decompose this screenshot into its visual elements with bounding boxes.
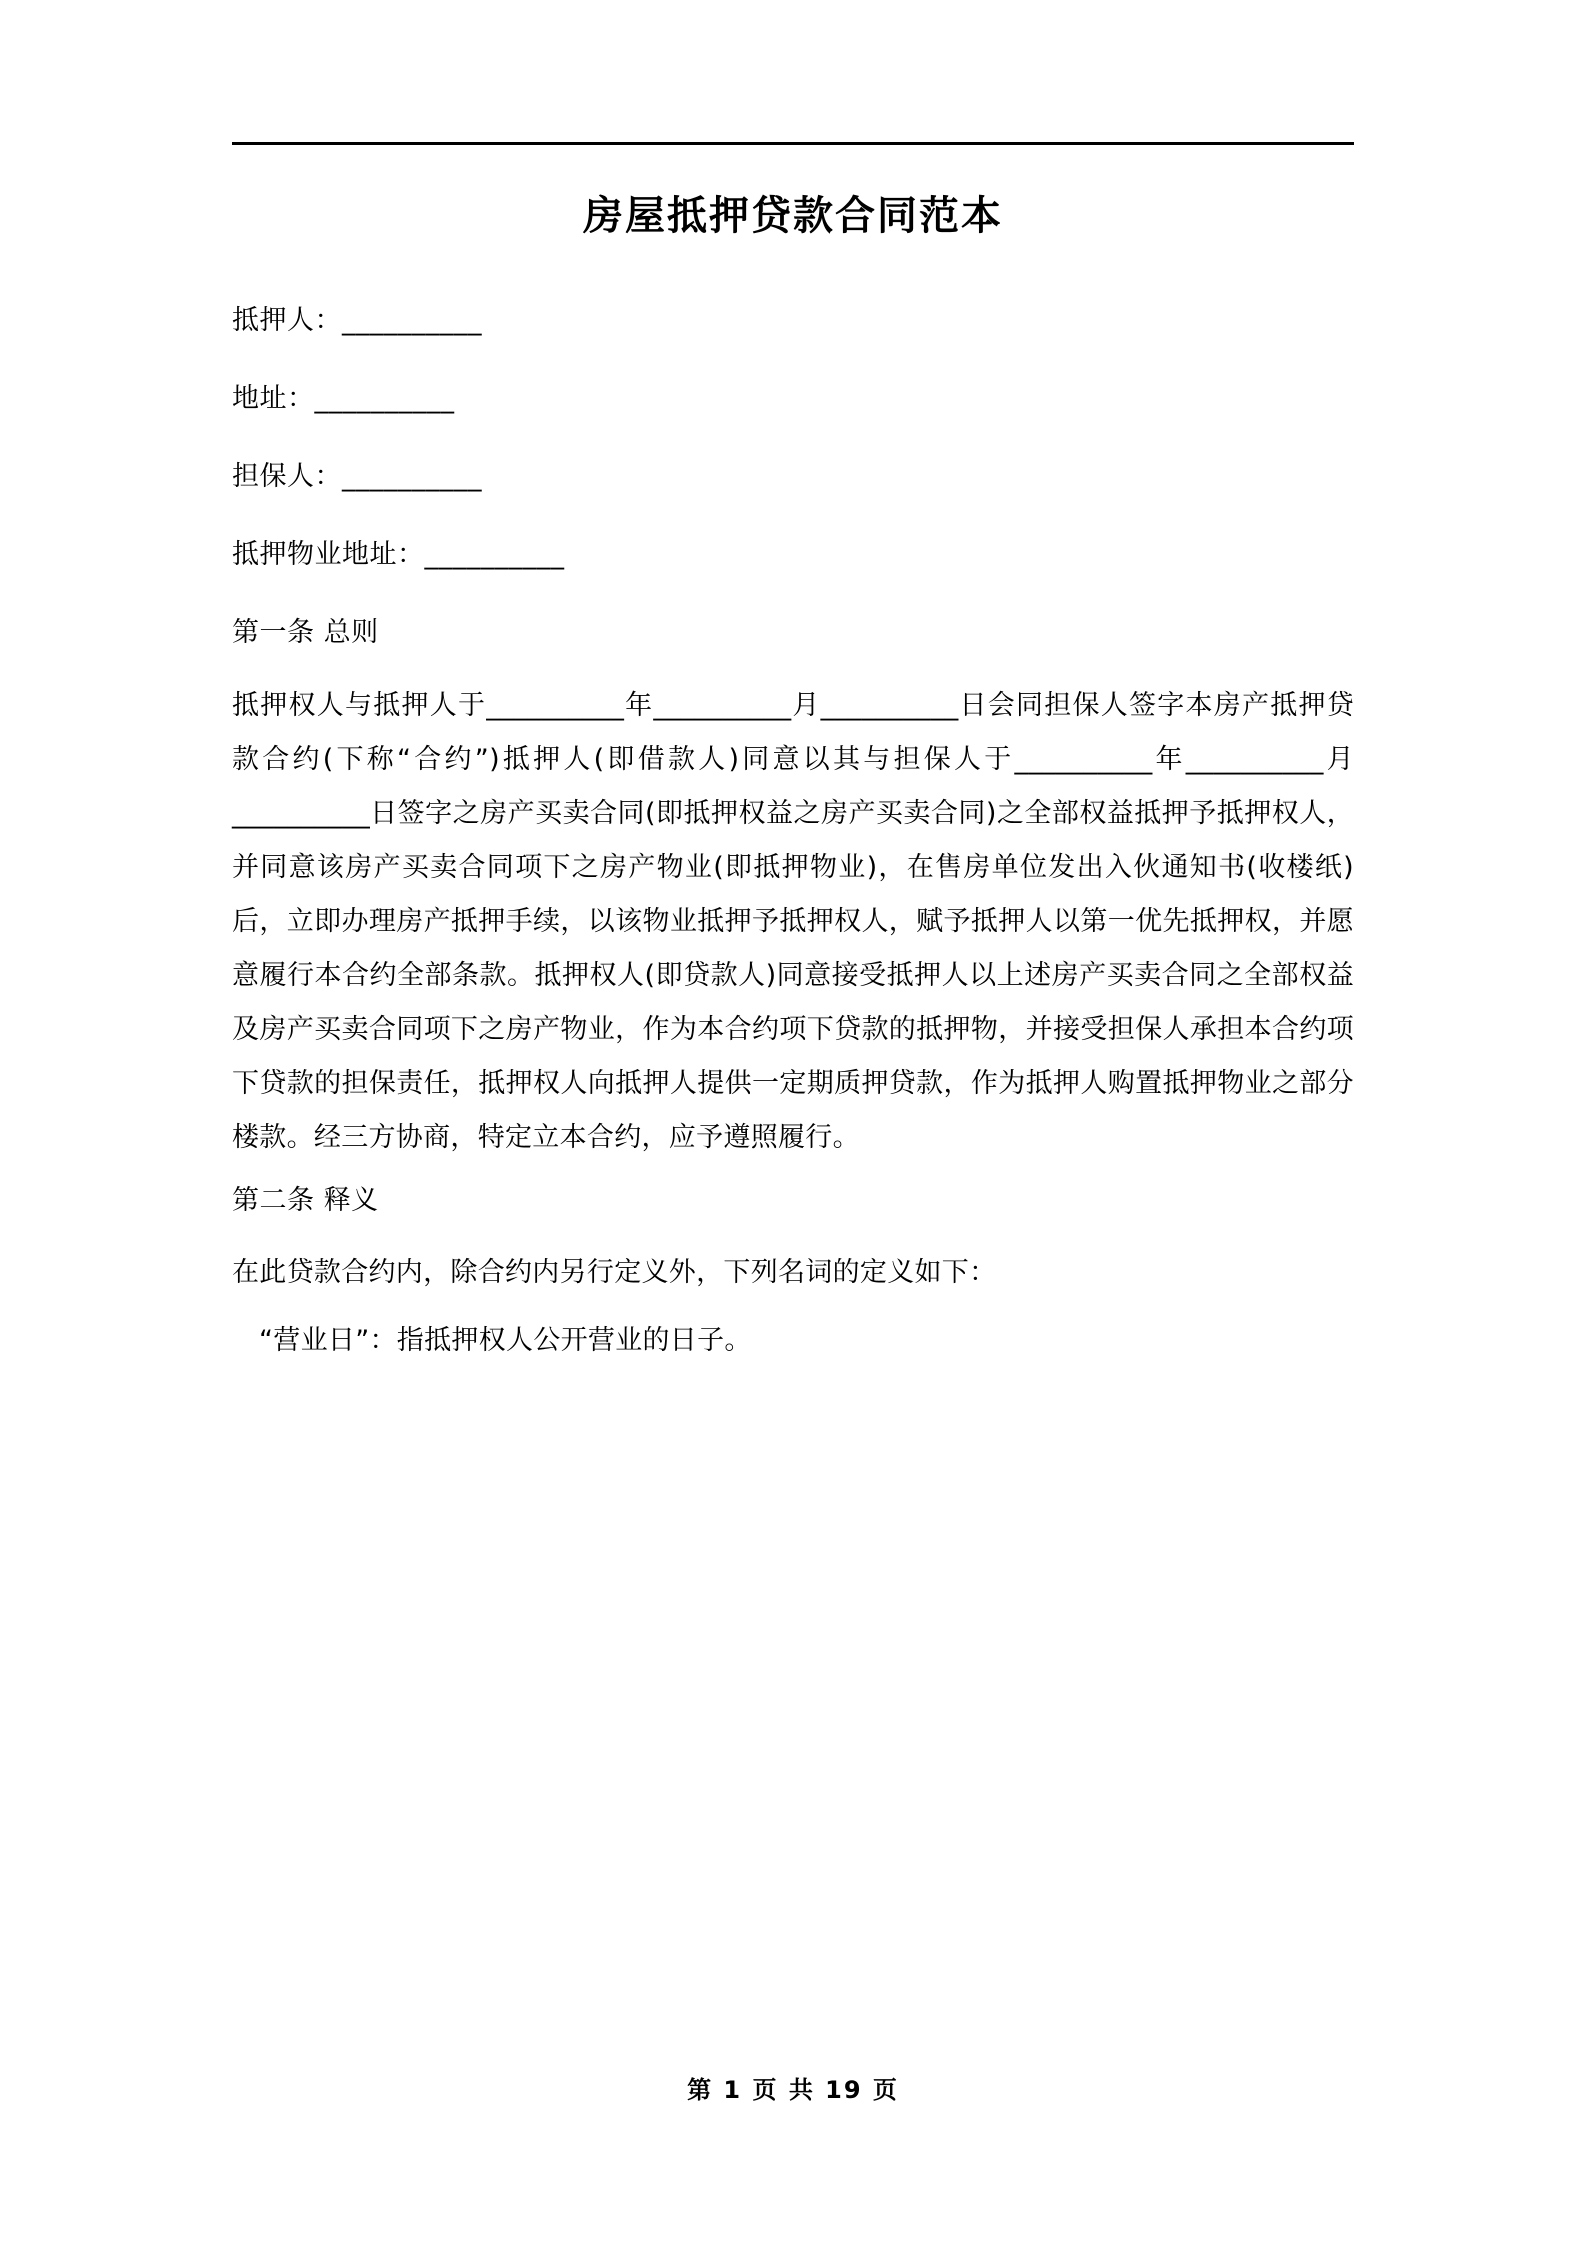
header-rule bbox=[232, 142, 1354, 145]
clause-2-item-1: “营业日”：指抵押权人公开营业的日子。 bbox=[259, 1324, 752, 1356]
field-guarantor: 担保人：__________ bbox=[232, 460, 482, 492]
clause-2-heading: 第二条 释义 bbox=[232, 1184, 379, 1216]
field-address: 地址：__________ bbox=[232, 382, 455, 414]
page-footer: 第 1 页 共 19 页 bbox=[687, 2076, 899, 2104]
field-mortgagor: 抵押人：__________ bbox=[232, 305, 482, 336]
clause-1-body: 抵押权人与抵押人于__________年__________月__________日会同担保人签字本房产抵押贷款合约(下称“合约”)抵押人(即借款人)同意以其与担保人于__________年__________月__________日签字之房产买卖合同(即抵押权益之房产买卖合同)之全部权益抵押予抵押权人，并同意该房产买卖合同项下之房产物业(即抵押物业)，在售房单位发出入伙通知书(收楼纸)后，立即办理房产抵押手续，以该物业抵押予抵押权人，赋予抵押人以第一优先抵押权，并愿意履行本合约全部条款。抵押权人(即贷款人)同意接受抵押人以上述房产买卖合同之全部权益及房产买卖合同项下之房产物业，作为本合约项下贷款的抵押物，并接受担保人承担本合约项下贷款的担保责任，抵押权人向抵押人提供一定期质押贷款，作为抵押人购置抵押物业之部分楼款。经三方协商，特定立本合约，应予遵照履行。 bbox=[232, 689, 1354, 1153]
page-title: 房屋抵押贷款合同范本 bbox=[583, 193, 1003, 239]
field-property-address: 抵押物业地址：__________ bbox=[232, 538, 565, 570]
clause-2-body: 在此贷款合约内，除合约内另行定义外，下列名词的定义如下： bbox=[232, 1256, 997, 1288]
document-content bbox=[232, 190, 1354, 1382]
clause-1-heading: 第一条 总则 bbox=[232, 617, 379, 649]
